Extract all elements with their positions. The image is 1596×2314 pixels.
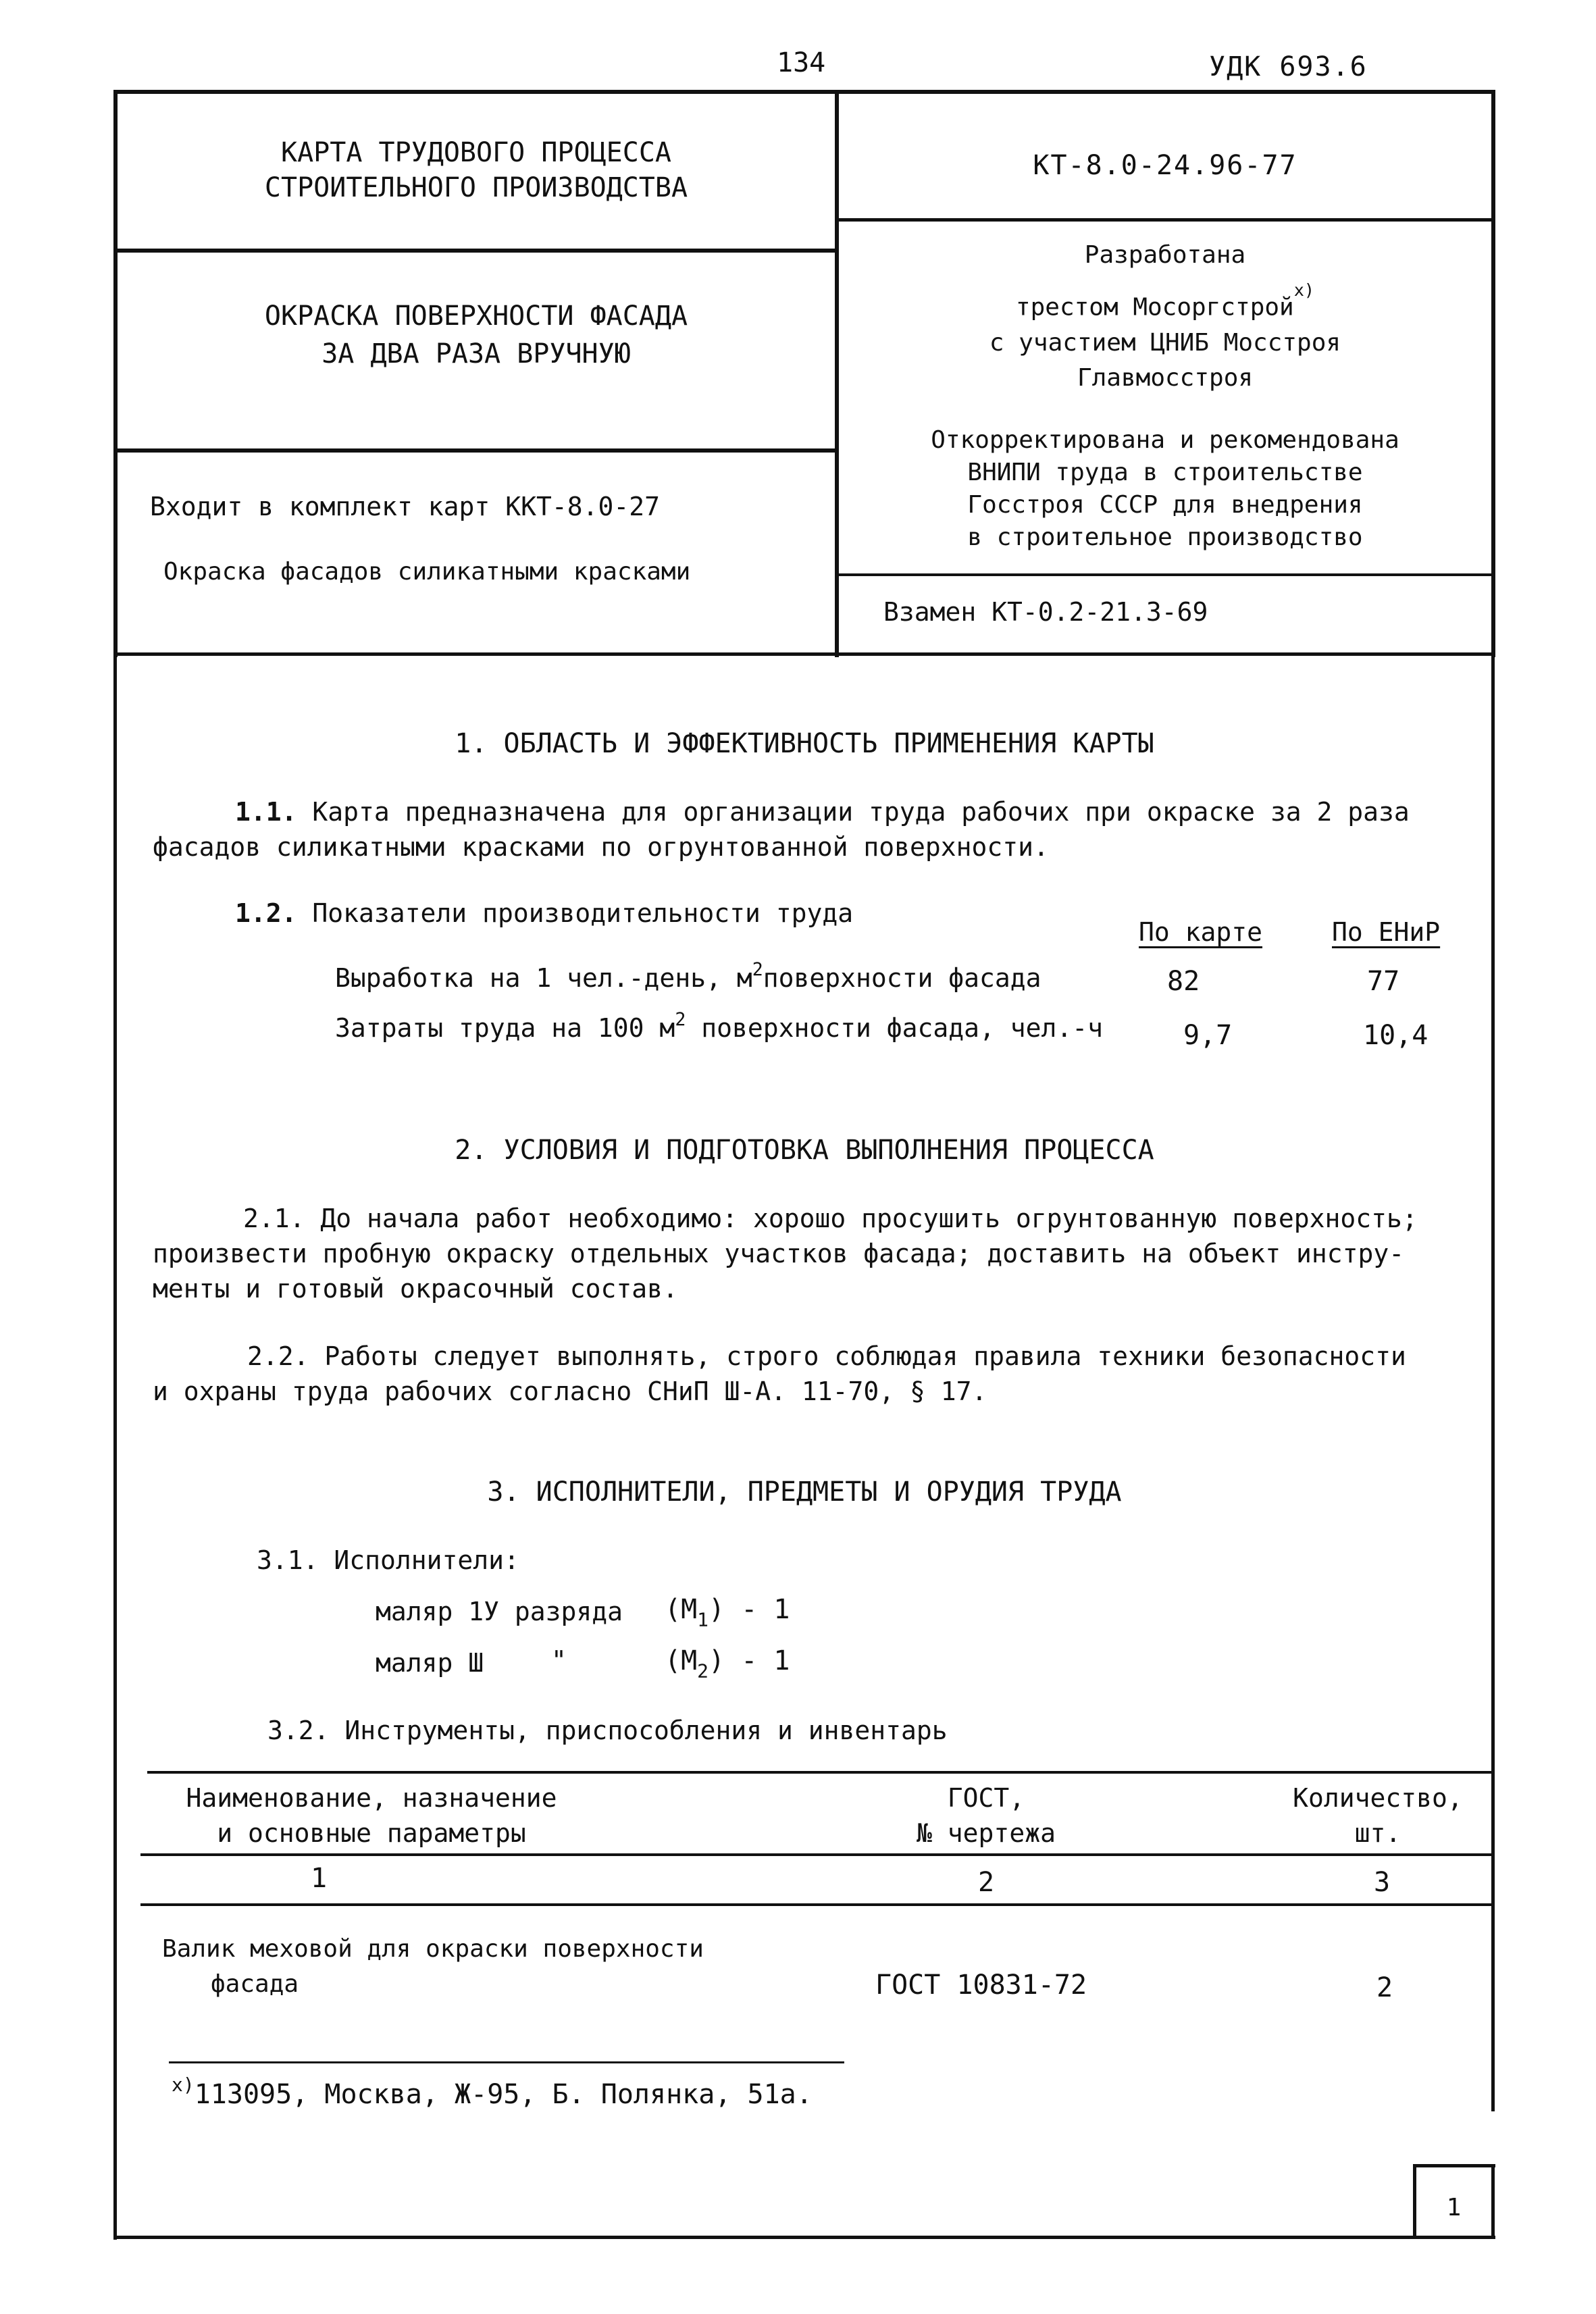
table-header-gost-line-2: № чертежа — [917, 1818, 1056, 1848]
table-header-gost — [838, 1780, 1135, 1851]
indicator-row-labor — [335, 1009, 1103, 1043]
card-type-line-1: КАРТА ТРУДОВОГО ПРОЦЕССА — [281, 137, 671, 168]
card-type-line-2: СТРОИТЕЛЬНОГО ПРОИЗВОДСТВА — [264, 172, 688, 203]
paragraph-1-1-number: 1.1. — [235, 797, 297, 827]
worker-2-code-text: (М — [665, 1645, 698, 1676]
table-header-qty-line-1: Количество, — [1293, 1783, 1463, 1813]
table-header-qty — [1270, 1780, 1486, 1851]
developed-line-4: Главмосстроя — [1077, 363, 1254, 392]
developed-line-2: трестом Мосоргстрой — [1015, 293, 1294, 322]
footnote-rule — [169, 2061, 844, 2063]
developed-line-1: Разработана — [1084, 241, 1246, 269]
table-header-qty-line-2: шт. — [1354, 1818, 1401, 1848]
worker-2-label: маляр Ш — [376, 1648, 484, 1678]
page-bottom-border — [113, 2236, 1495, 2239]
corrected-line-3: Госстроя СССР для внедрения — [967, 491, 1363, 519]
paragraph-1-2-text: Показатели производительности труда — [312, 898, 854, 928]
worker-2-ditto: " — [551, 1645, 567, 1675]
section-1-title: 1. ОБЛАСТЬ И ЭФФЕКТИВНОСТЬ ПРИМЕНЕНИЯ КАРТЫ — [455, 728, 1154, 759]
paragraph-2-1-line-3: менты и готовый окрасочный состав. — [153, 1274, 678, 1304]
labor-label-tail: поверхности фасада, чел.-ч — [686, 1013, 1104, 1044]
udk-code: УДК 693.6 — [1209, 51, 1368, 82]
table-col-number-3: 3 — [1374, 1867, 1391, 1898]
paragraph-1-2 — [235, 898, 853, 928]
output-label: Выработка на 1 чел.-день, м — [335, 963, 752, 994]
paragraph-3-2: 3.2. Инструменты, приспособления и инвентарь — [267, 1716, 948, 1745]
labor-by-enir: 10,4 — [1363, 1020, 1428, 1051]
table-row-1-name-line-2: фасада — [211, 1970, 299, 1998]
set-included: Входит в комплект карт ККТ-8.0-27 — [150, 492, 660, 521]
worker-2-code — [665, 1645, 790, 1682]
worker-1-code-text: (М — [665, 1594, 698, 1625]
footnote — [172, 2074, 813, 2110]
corrected-line-4: в строительное производство — [967, 523, 1363, 551]
paragraph-2-2-line-2: и охраны труда рабочих согласно СНиП Ш-А. 11-70, § 17. — [153, 1377, 987, 1406]
table-header-name-line-1: Наименование, назначение — [186, 1783, 557, 1813]
table-col-number-2: 2 — [978, 1867, 995, 1898]
developed-line-3: с участием ЦНИБ Мосстроя — [989, 328, 1341, 357]
output-by-card: 82 — [1167, 966, 1200, 997]
column-header-by-card: По карте — [1139, 917, 1263, 947]
sheet-box-top — [1413, 2164, 1495, 2167]
labor-sup: 2 — [675, 1009, 686, 1030]
table-header-name — [155, 1780, 588, 1851]
card-title — [118, 297, 835, 373]
paragraph-1-1-text: Карта предназначена для организации труда рабочих при окраске за 2 раза — [312, 797, 1410, 827]
paragraph-2-1-line-1: 2.1. До начала работ необходимо: хорошо просушить огрунтованную поверхность; — [243, 1204, 1418, 1233]
table-header-name-line-2: и основные параметры — [217, 1818, 526, 1848]
set-name: Окраска фасадов силикатными красками — [163, 558, 691, 586]
worker-1-code — [665, 1594, 790, 1631]
page-right-border — [1491, 652, 1495, 2111]
developed-footnote-mark: x) — [1293, 280, 1315, 300]
paragraph-1-1-line-2: фасадов силикатными красками по огрунтованной поверхности. — [153, 832, 1049, 862]
paragraph-3-1: 3.1. Исполнители: — [257, 1545, 519, 1575]
worker-2-sub: 2 — [697, 1660, 709, 1682]
card-title-line-2: ЗА ДВА РАЗА ВРУЧНУЮ — [321, 338, 631, 369]
footnote-mark: x) — [172, 2074, 195, 2096]
worker-2-count: ) - 1 — [709, 1645, 790, 1676]
replaces-card: Взамен КТ-0.2-21.3-69 — [883, 597, 1208, 627]
column-header-by-enir: По ЕНиР — [1332, 917, 1441, 947]
sheet-box-right — [1491, 2164, 1495, 2238]
paragraph-1-2-number: 1.2. — [235, 898, 297, 928]
labor-label: Затраты труда на 100 м — [335, 1013, 675, 1044]
sheet-number: 1 — [1446, 2194, 1462, 2221]
paragraph-1-1-line-1 — [235, 797, 1410, 827]
table-row-1-qty: 2 — [1376, 1972, 1393, 2003]
page-left-border — [113, 652, 117, 2240]
section-3-title: 3. ИСПОЛНИТЕЛИ, ПРЕДМЕТЫ И ОРУДИЯ ТРУДА — [487, 1476, 1122, 1508]
table-header-rule — [140, 1853, 1491, 1856]
paragraph-2-1-line-2: произвести пробную окраску отдельных участков фасада; доставить на объект инстру- — [153, 1239, 1405, 1268]
corrected-line-2: ВНИПИ труда в строительстве — [967, 459, 1363, 486]
card-title-line-1: ОКРАСКА ПОВЕРХНОСТИ ФАСАДА — [264, 301, 688, 332]
table-row-1-name — [162, 1932, 704, 2002]
output-label-tail: поверхности фасада — [763, 963, 1041, 994]
card-code: КТ-8.0-24.96-77 — [1033, 150, 1297, 181]
card-type-title — [118, 135, 835, 205]
table-row-1-gost: ГОСТ 10831-72 — [875, 1970, 1087, 2001]
table-col-number-1: 1 — [311, 1863, 328, 1894]
table-row-1-name-line-1: Валик меховой для окраски поверхности — [162, 1935, 704, 1963]
indicator-row-output — [335, 959, 1041, 993]
developed-by — [839, 238, 1491, 396]
worker-1-label: маляр 1У разряда — [376, 1597, 623, 1626]
worker-1-sub: 1 — [697, 1608, 709, 1631]
labor-by-card: 9,7 — [1183, 1020, 1233, 1051]
output-by-enir: 77 — [1367, 966, 1400, 997]
page-number: 134 — [777, 47, 826, 78]
worker-1-count: ) - 1 — [709, 1594, 790, 1625]
output-sup: 2 — [752, 959, 763, 980]
corrected-line-1: Откорректирована и рекомендована — [931, 426, 1399, 454]
table-numbers-rule — [140, 1903, 1491, 1906]
table-top-rule — [147, 1771, 1491, 1774]
table-header-gost-line-1: ГОСТ, — [947, 1783, 1025, 1813]
footnote-text: 113095, Москва, Ж-95, Б. Полянка, 51а. — [194, 2079, 813, 2111]
section-2-title: 2. УСЛОВИЯ И ПОДГОТОВКА ВЫПОЛНЕНИЯ ПРОЦЕССА — [455, 1135, 1154, 1166]
paragraph-2-2-line-1: 2.2. Работы следует выполнять, строго соблюдая правила техники безопасности — [247, 1341, 1406, 1371]
corrected-by — [839, 424, 1491, 554]
